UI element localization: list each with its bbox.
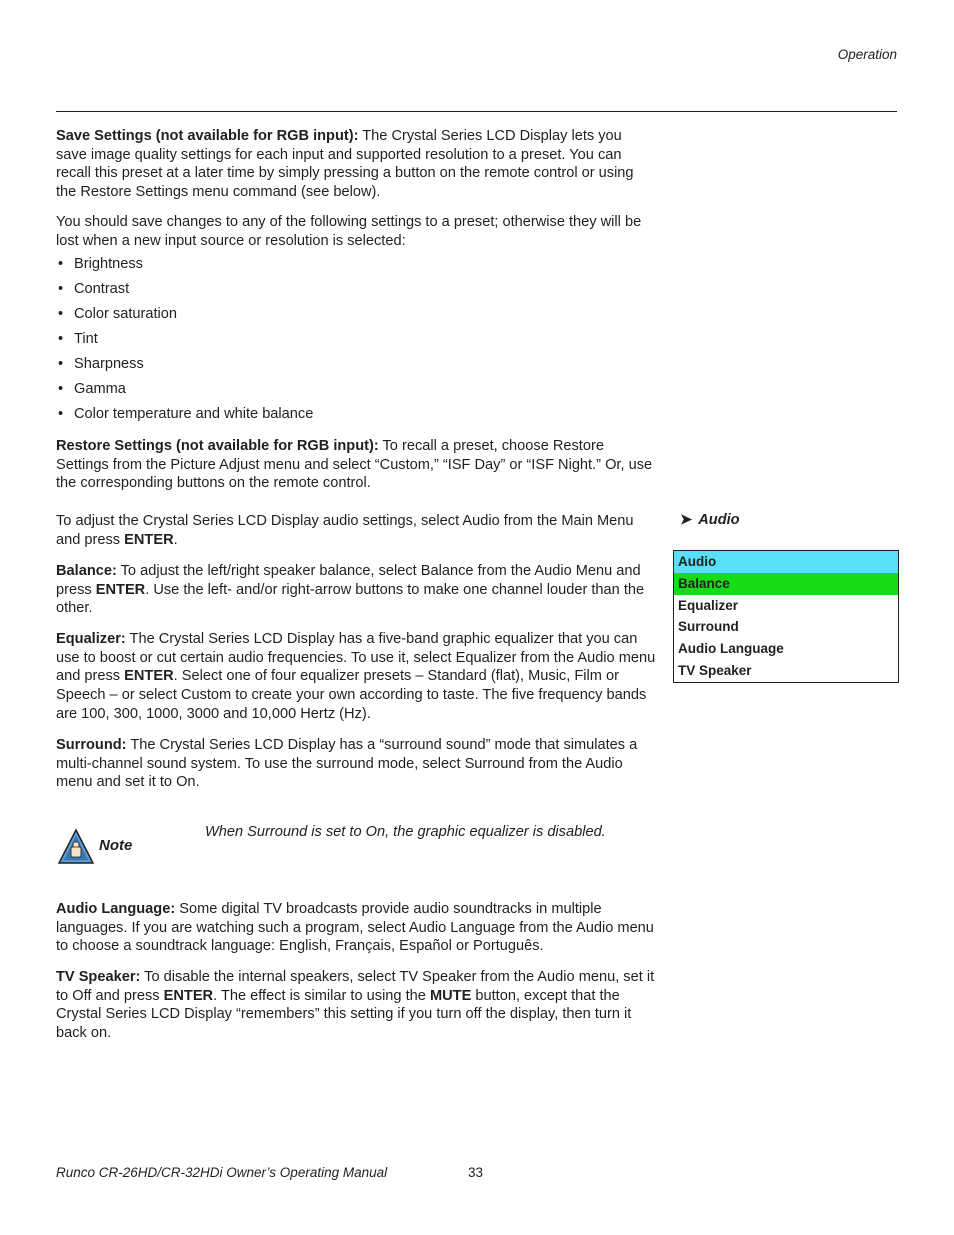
tv-speaker-text: . The effect is similar to using the <box>213 987 430 1004</box>
audio-menu-caption-text: Audio <box>698 512 740 528</box>
restore-settings-text: To recall a preset, choose Restore Settings from the Picture Adjust menu and select “Custom,” “ISF Day” or “ISF Night.” Or, use the corresponding buttons on the remote control. <box>56 438 653 492</box>
menu-item-surround[interactable]: Surround <box>678 619 739 635</box>
surround-term: Surround: <box>56 737 127 753</box>
balance-text: To adjust the left/right speaker balance, select Balance from the Audio Menu and press <box>56 563 641 598</box>
save-settings-term: Save Settings (not available for RGB input): <box>56 128 359 144</box>
arrow-left-icon: ➤ <box>680 512 693 528</box>
equalizer-term: Equalizer: <box>56 631 126 647</box>
balance-term: Balance: <box>56 563 117 579</box>
balance-paragraph <box>56 562 656 618</box>
enter-key-label: ENTER <box>124 531 174 548</box>
audio-language-term: Audio Language: <box>56 901 176 917</box>
page-number: 33 <box>468 1165 484 1180</box>
surround-paragraph <box>56 736 656 792</box>
tv-speaker-term: TV Speaker: <box>56 969 141 985</box>
save-intro-paragraph: You should save changes to any of the following settings to a preset; otherwise they will be lost when a new input source or resolution is selected: <box>56 214 642 249</box>
enter-key-label: ENTER <box>95 581 146 598</box>
tv-speaker-text-end: button, except that the Crystal Series LCD Display “remembers” this setting if you turn off the display, then turn it back on. <box>56 987 632 1042</box>
menu-item-balance[interactable]: Balance <box>674 573 898 595</box>
audio-menu-caption <box>680 511 740 530</box>
menu-item-tv-speaker[interactable]: TV Speaker <box>678 662 752 678</box>
enter-key-label: ENTER <box>124 668 174 685</box>
note-text: When Surround is set to On, the graphic equalizer is disabled. <box>205 824 606 840</box>
list-item: • Contrast <box>56 280 313 305</box>
audio-language-text: Some digital TV broadcasts provide audio soundtracks in multiple languages. If you are watching such a program, select Audio Language from the Audio menu to choose a soundtrack language: English, Français, Español or Português. <box>56 901 654 955</box>
enter-key-label: ENTER <box>163 987 214 1004</box>
list-item: • Tint <box>56 330 313 355</box>
audio-menu <box>673 550 899 683</box>
list-item: • Gamma <box>56 380 313 405</box>
tv-speaker-paragraph <box>56 968 656 1043</box>
settings-list <box>56 255 313 430</box>
section-header: Operation <box>837 47 897 62</box>
footer-manual-title: Runco CR-26HD/CR-32HDi Owner’s Operating Manual <box>56 1165 388 1180</box>
list-item: • Color saturation <box>56 305 313 330</box>
caution-hand-icon <box>57 828 95 866</box>
equalizer-paragraph <box>56 630 656 724</box>
save-settings-paragraph <box>56 127 656 202</box>
save-settings-text: The Crystal Series LCD Display lets you save image quality settings for each input and supported resolution to a preset. You can recall this preset at a later time by simply pressing a button on the remote control or using the Restore Settings menu command (see below). <box>56 128 634 201</box>
restore-settings-paragraph <box>56 437 656 493</box>
audio-intro-end: . <box>173 531 178 548</box>
menu-item-audio-language[interactable]: Audio Language <box>678 641 784 657</box>
audio-language-paragraph <box>56 900 656 956</box>
header-rule <box>56 111 897 112</box>
surround-text: The Crystal Series LCD Display has a “surround sound” mode that simulates a multi-channel sound system. To use the surround mode, select Surround from the Audio menu and set it to On. <box>56 737 638 791</box>
equalizer-text: The Crystal Series LCD Display has a five-band graphic equalizer that you can use to boost or cut certain audio frequencies. To use it, select Equalizer from the Audio menu and press <box>56 631 656 685</box>
balance-text-end: . Use the left- and/or right-arrow buttons to make one channel louder than the other. <box>56 581 645 617</box>
tv-speaker-text: To disable the internal speakers, select TV Speaker from the Audio menu, set it to Off and press <box>56 969 655 1004</box>
list-item: • Brightness <box>56 255 313 280</box>
menu-item-equalizer[interactable]: Equalizer <box>678 597 739 613</box>
equalizer-text-end: . Select one of four equalizer presets – Standard (flat), Music, Film or Speech – or select Custom to create your own according to taste. The five frequency bands are 100, 300, 1000, 3000 and 10,000 Hertz (Hz). <box>56 668 647 722</box>
mute-key-label: MUTE <box>429 987 472 1004</box>
audio-menu-header: Audio <box>674 551 898 573</box>
list-item: • Color temperature and white balance <box>56 405 313 430</box>
note-label: Note <box>99 837 133 854</box>
audio-intro-text: To adjust the Crystal Series LCD Display audio settings, select Audio from the Main Menu and press <box>56 513 634 548</box>
list-item: • Sharpness <box>56 355 313 380</box>
audio-intro-paragraph <box>56 512 656 549</box>
restore-settings-term: Restore Settings (not available for RGB input): <box>56 438 379 454</box>
